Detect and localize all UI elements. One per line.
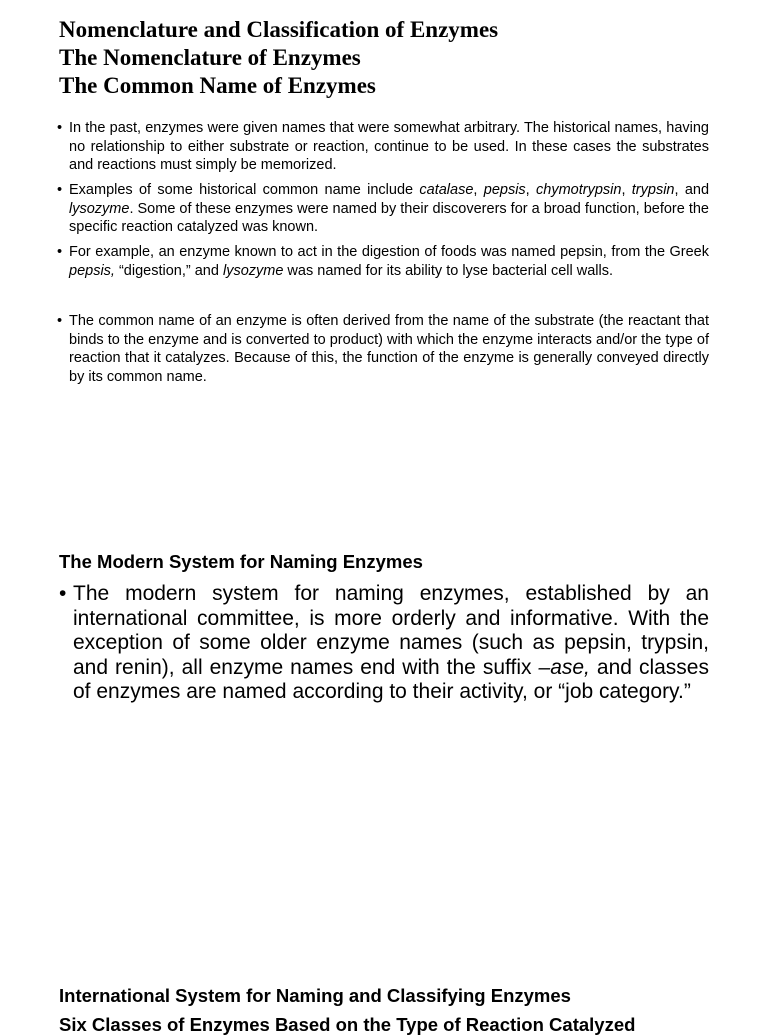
bullet-text: and classes of enzymes are named according to their activity, or “job category.” <box>73 655 709 703</box>
section-title: The Nomenclature of Enzymes <box>59 45 361 70</box>
bullet-historical-names <box>57 119 709 175</box>
bullet-text: , <box>525 182 537 198</box>
bullet-text: The modern system for naming enzymes, established by an international committee, is more orderly and informative. With the exception of some older enzyme names (such as pepsin, trypsin, and renin), all enzyme names end with the suffix <box>73 582 709 679</box>
bullet-text: , <box>621 182 632 198</box>
enzyme-name: catalase <box>419 182 474 198</box>
enzyme-name: trypsin <box>631 182 675 198</box>
bullet-text: The common name of an enzyme is often derived from the name of the substrate (the reactant that binds to the enzyme and is converted to product) with which the enzyme interacts and/or the type of reaction that it catalyzes. Because of this, the function of the enzyme is generally conveyed directly by its common name. <box>69 313 709 385</box>
bullet-text: , and <box>674 182 710 198</box>
bullet-historical-examples <box>57 181 709 237</box>
suffix-term: –ase, <box>538 655 590 679</box>
bullet-pepsin-example <box>57 243 709 280</box>
bullet-text: For example, an enzyme known to act in the digestion of foods was named pepsin, from the Greek <box>69 244 709 260</box>
enzyme-name: pepsis <box>483 182 526 198</box>
bullet-marker: • <box>59 582 67 605</box>
bullet-marker: • <box>57 244 63 260</box>
bullet-modern-system <box>59 582 709 705</box>
modern-system-heading: The Modern System for Naming Enzymes <box>59 551 423 572</box>
bullet-text: was named for its ability to lyse bacterial cell walls. <box>283 262 614 279</box>
international-system-heading: International System for Naming and Classifying Enzymes <box>59 985 571 1006</box>
enzyme-name: lysozyme <box>69 200 130 217</box>
bullet-marker: • <box>57 120 63 136</box>
bullet-text: Examples of some historical common name include <box>69 182 420 198</box>
bullet-text: , <box>473 182 484 198</box>
bullet-marker: • <box>57 182 63 198</box>
title-block <box>59 16 498 100</box>
bullet-text: “digestion,” and <box>114 262 223 279</box>
bullet-text: In the past, enzymes were given names that were somewhat arbitrary. The historical names, having no relationship to either substrate or reaction, continue to be used. In these cases the substrates and reactions must simply be memorized. <box>69 120 709 173</box>
document-title: Nomenclature and Classification of Enzymes <box>59 17 499 42</box>
bullet-marker: • <box>57 313 63 329</box>
six-classes-heading: Six Classes of Enzymes Based on the Type of Reaction Catalyzed <box>59 1014 636 1035</box>
greek-term: pepsis, <box>69 262 115 279</box>
bullet-text: . Some of these enzymes were named by their discoverers for a broad function, before the specific reaction catalyzed was known. <box>69 200 709 235</box>
enzyme-name: chymotrypsin <box>536 182 622 198</box>
bullet-substrate-derivation <box>57 312 709 386</box>
enzyme-name: lysozyme <box>222 262 284 279</box>
subsection-title: The Common Name of Enzymes <box>59 73 376 98</box>
